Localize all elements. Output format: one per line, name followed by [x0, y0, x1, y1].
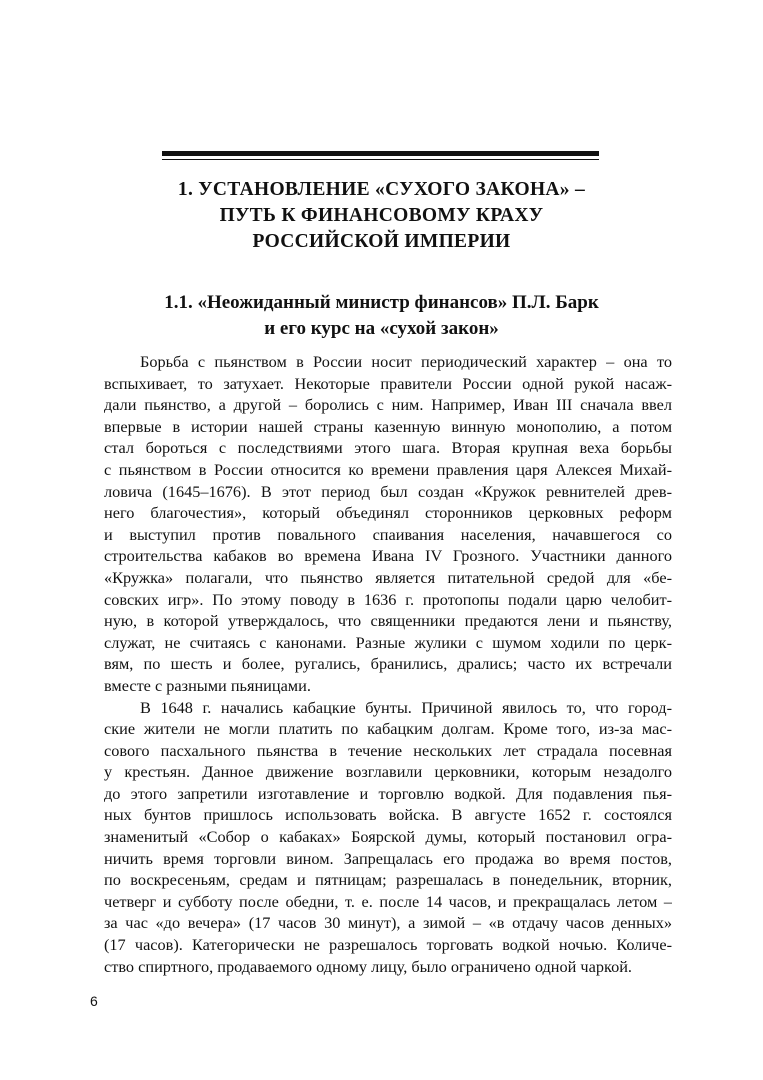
- text-line: дали пьянство, а другой – боролись с ним. Например, Иван III сначала ввел: [104, 395, 672, 415]
- text-line: вям, по шесть и более, ругались, бранились, дрались; часто их встречали: [104, 654, 672, 674]
- section-title-line: и его курс на «сухой закон»: [264, 318, 499, 339]
- page-number: 6: [90, 993, 98, 1009]
- text-line: ничить время торговли вином. Запрещалась его продажа во время постов,: [104, 848, 672, 868]
- text-line: вместе с разными пьяницами.: [104, 675, 311, 695]
- text-line: служат, не считаясь с канонами. Разные жулики с шумом ходили по церк-: [104, 632, 672, 652]
- text-line: у крестьян. Данное движение возглавили церковники, которым незадолго: [104, 762, 672, 782]
- text-line: с пьянством в России относится ко времени правления царя Алексея Михай-: [104, 459, 672, 479]
- text-line: за час «до вечера» (17 часов 30 минут), а зимой – «в отдачу часов денных»: [104, 913, 672, 933]
- text-line: стал бороться с последствиями этого шага. Вторая крупная веха борьбы: [104, 438, 672, 458]
- text-line: ных бунтов пришлось использовать войска. В августе 1652 г. состоялся: [104, 805, 672, 825]
- chapter-title-line: РОССИЙСКОЙ ИМПЕРИИ: [252, 231, 511, 252]
- text-line: и выступил против повального спаивания населения, начавшегося со: [104, 524, 672, 544]
- text-line: совских игр». По этому поводу в 1636 г. протопопы подали царю челобит-: [104, 589, 672, 609]
- text-line: знаменитый «Собор о кабаках» Боярской думы, который постановил огра-: [104, 827, 672, 847]
- text-line: по воскресеньям, средам и пятницам; разрешалась в понедельник, вторник,: [104, 870, 672, 890]
- text-line: четверг и субботу после обедни, т. е. после 14 часов, и прекращалась летом –: [104, 891, 672, 911]
- text-line: сового пасхального пьянства в течение нескольких лет страдала посевная: [104, 740, 672, 760]
- text-line: (17 часов). Категорически не разрешалось торговать водкой ночью. Количе-: [104, 935, 672, 955]
- chapter-title: [110, 177, 653, 255]
- header-rule-thin: [162, 159, 599, 160]
- text-line: В 1648 г. начались кабацкие бунты. Причиной явилось то, что город-: [140, 697, 672, 717]
- text-line: ские жители не могли платить по кабацким долгам. Кроме того, из-за мас-: [104, 719, 672, 739]
- text-line: «Кружка» полагали, что пьянство является питательной средой для «бе-: [104, 567, 672, 587]
- text-line: строительства кабаков во времена Ивана IV Грозного. Участники данного: [104, 546, 672, 566]
- text-line: вспыхивает, то затухает. Некоторые правители России одной рукой насаж-: [104, 373, 672, 393]
- text-line: Борьба с пьянством в России носит периодический характер – она то: [140, 352, 672, 371]
- text-line: ную, в которой утверждалось, что священники предаются лени и пьянству,: [104, 611, 672, 631]
- chapter-title-line: ПУТЬ К ФИНАНСОВОМУ КРАХУ: [219, 205, 544, 226]
- paragraph: [104, 697, 672, 978]
- text-line: впервые в истории нашей страны казенную винную монополию, а потом: [104, 416, 672, 436]
- section-title: [110, 290, 653, 342]
- paragraph: [104, 351, 672, 697]
- text-line: ство спиртного, продаваемого одному лицу, было ограничено одной чаркой.: [104, 956, 632, 976]
- text-line: него благочестия», который объединял сторонников церковных реформ: [104, 503, 672, 523]
- section-title-line: 1.1. «Неожиданный министр финансов» П.Л. Барк: [164, 292, 599, 313]
- text-line: до этого запретили изготавление и торговлю водкой. Для подавления пья-: [104, 783, 672, 803]
- chapter-title-line: 1. УСТАНОВЛЕНИЕ «СУХОГО ЗАКОНА» –: [177, 179, 586, 200]
- text-line: ловича (1645–1676). В этот период был создан «Кружок ревнителей древ-: [104, 481, 672, 501]
- header-rule-thick: [162, 151, 599, 156]
- body-text: [104, 351, 672, 977]
